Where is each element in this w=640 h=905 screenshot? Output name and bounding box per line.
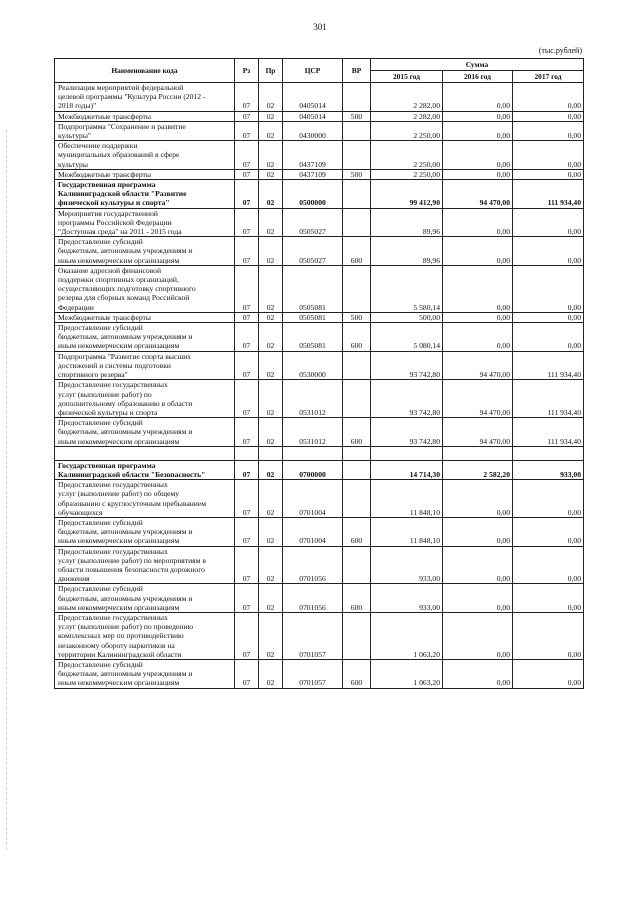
row-name: Мероприятия государственной программы Российской Федерации "Доступная среда" на 2011 - 2015 года [55,208,235,237]
budget-table [54,58,584,689]
row-amount-2016: 94 470,00 [443,180,513,209]
row-amount-2017: 0,00 [513,265,584,312]
row-amount-2016: 0,00 [443,584,513,613]
row-amount-2017: 0,00 [513,323,584,352]
row-amount-2016: 0,00 [443,659,513,688]
table-row [55,380,584,418]
row-pr: 02 [259,546,283,584]
row-amount-2016: 0,00 [443,265,513,312]
row-csr: 0405014 [283,83,343,112]
table-row [55,180,584,209]
row-csr: 0701056 [283,546,343,584]
row-name: Предоставление субсидий бюджетным, автономным учреждениям и иным некоммерческим организациям [55,584,235,613]
row-pr: 02 [259,460,283,479]
row-amount-2016: 0,00 [443,312,513,322]
row-amount-2016: 0,00 [443,323,513,352]
row-vr [343,380,371,418]
row-amount-2016: 0,00 [443,83,513,112]
table-row [55,169,584,179]
row-amount-2015: 5 580,14 [371,265,443,312]
row-rz: 07 [235,180,259,209]
row-amount-2016: 0,00 [443,169,513,179]
row-csr: 0405014 [283,111,343,121]
row-amount-2016: 0,00 [443,612,513,659]
scan-edge-mark [6,130,8,850]
row-csr: 0437109 [283,169,343,179]
row-vr: 600 [343,323,371,352]
row-name: Государственная программа Калининградской области "Безопасность" [55,460,235,479]
row-name: Предоставление субсидий бюджетным, автономным учреждениям и иным некоммерческим организациям [55,418,235,447]
row-csr: 0505081 [283,265,343,312]
table-row [55,418,584,447]
row-name: Предоставление государственных услуг (выполнение работ) по общему образованию с круглосуточным пребыванием обучающихся [55,480,235,518]
row-amount-2015: 11 848,10 [371,480,443,518]
row-vr: 500 [343,169,371,179]
table-row [55,546,584,584]
row-amount-2015: 500,00 [371,312,443,322]
row-name: Государственная программа Калининградской области "Развитие физической культуры и спорта" [55,180,235,209]
row-name: Подпрограмма "Развитие спорта высших достижений и системы подготовки спортивного резерва" [55,351,235,380]
row-rz: 07 [235,111,259,121]
table-row [55,237,584,266]
row-amount-2015: 93 742,80 [371,380,443,418]
row-vr [343,121,371,140]
header-2017: 2017 год [513,71,584,83]
row-vr: 500 [343,111,371,121]
row-pr: 02 [259,111,283,121]
row-csr: 0437109 [283,141,343,170]
page-number: 301 [313,22,327,32]
row-amount-2016: 0,00 [443,141,513,170]
row-amount-2017: 0,00 [513,612,584,659]
row-pr: 02 [259,208,283,237]
table-row [55,612,584,659]
row-name: Предоставление субсидий бюджетным, автономным учреждениям и иным некоммерческим организациям [55,659,235,688]
header-2016: 2016 год [443,71,513,83]
row-csr: 0700000 [283,460,343,479]
row-csr: 0500000 [283,180,343,209]
row-pr: 02 [259,141,283,170]
row-rz: 07 [235,237,259,266]
row-amount-2017: 0,00 [513,141,584,170]
row-csr: 0430000 [283,121,343,140]
row-rz: 07 [235,208,259,237]
table-row [55,141,584,170]
header-sum: Сумма [371,59,584,71]
table-row [55,208,584,237]
table-row [55,265,584,312]
row-vr [343,83,371,112]
row-rz: 07 [235,659,259,688]
row-amount-2017: 0,00 [513,546,584,584]
row-name: Межбюджетные трансферты [55,312,235,322]
row-vr [343,141,371,170]
row-amount-2017: 0,00 [513,517,584,546]
spacer-cell [343,446,371,460]
row-amount-2015: 11 848,10 [371,517,443,546]
row-amount-2017: 0,00 [513,169,584,179]
row-vr: 600 [343,584,371,613]
row-pr: 02 [259,312,283,322]
row-amount-2016: 0,00 [443,208,513,237]
row-rz: 07 [235,83,259,112]
row-amount-2015: 1 063,20 [371,659,443,688]
row-rz: 07 [235,612,259,659]
row-vr [343,208,371,237]
row-pr: 02 [259,380,283,418]
row-amount-2015: 14 714,30 [371,460,443,479]
row-name: Межбюджетные трансферты [55,169,235,179]
units-note: (тыс.рублей) [538,46,582,55]
table-row [55,659,584,688]
row-pr: 02 [259,612,283,659]
row-rz: 07 [235,480,259,518]
row-vr [343,612,371,659]
row-amount-2015: 2 282,00 [371,83,443,112]
row-amount-2017: 0,00 [513,208,584,237]
row-rz: 07 [235,351,259,380]
table-row [55,323,584,352]
header-2015: 2015 год [371,71,443,83]
header-rz: Рз [235,59,259,83]
row-amount-2016: 0,00 [443,111,513,121]
row-vr: 600 [343,659,371,688]
table-body [55,83,584,689]
row-csr: 0505027 [283,208,343,237]
row-name: Предоставление субсидий бюджетным, автономным учреждениям и иным некоммерческим организациям [55,237,235,266]
table-row [55,517,584,546]
row-amount-2017: 0,00 [513,111,584,121]
spacer-cell [371,446,443,460]
row-amount-2017: 0,00 [513,121,584,140]
row-rz: 07 [235,546,259,584]
row-amount-2015: 5 080,14 [371,323,443,352]
row-vr [343,546,371,584]
row-amount-2016: 0,00 [443,480,513,518]
row-pr: 02 [259,517,283,546]
row-csr: 0531012 [283,418,343,447]
row-csr: 0505081 [283,312,343,322]
table-row [55,584,584,613]
row-csr: 0701057 [283,659,343,688]
row-name: Предоставление государственных услуг (выполнение работ) по мероприятиям в области повышения безопасности дорожного движения [55,546,235,584]
row-name: Предоставление субсидий бюджетным, автономным учреждениям и иным некоммерческим организациям [55,323,235,352]
row-name: Обеспечение поддержки муниципальных образований в сфере культуры [55,141,235,170]
row-pr: 02 [259,323,283,352]
row-rz: 07 [235,460,259,479]
row-name: Предоставление государственных услуг (выполнение работ) по проведению комплексных мер по противодействию незаконному обороту наркотиков на территории Калининградской области [55,612,235,659]
row-rz: 07 [235,380,259,418]
row-amount-2016: 94 470,00 [443,418,513,447]
row-vr: 600 [343,237,371,266]
row-csr: 0701004 [283,480,343,518]
table-row [55,351,584,380]
row-pr: 02 [259,121,283,140]
row-csr: 0531012 [283,380,343,418]
header-row [55,59,584,71]
row-name: Подпрограмма "Сохранение и развитие культуры" [55,121,235,140]
row-rz: 07 [235,418,259,447]
row-amount-2017: 0,00 [513,659,584,688]
row-amount-2017: 111 934,40 [513,180,584,209]
row-amount-2015: 2 250,00 [371,169,443,179]
spacer-cell [443,446,513,460]
row-rz: 07 [235,312,259,322]
row-amount-2017: 933,00 [513,460,584,479]
header-pr: Пр [259,59,283,83]
row-name: Оказание адресной финансовой поддержки спортивных организаций, осуществляющих подготовку спортивного резерва для сборных команд Российской Федерации [55,265,235,312]
row-name: Предоставление субсидий бюджетным, автономным учреждениям и иным некоммерческим организациям [55,517,235,546]
table-row [55,121,584,140]
spacer-cell [235,446,259,460]
row-amount-2017: 0,00 [513,584,584,613]
row-pr: 02 [259,237,283,266]
row-amount-2016: 0,00 [443,517,513,546]
row-pr: 02 [259,659,283,688]
row-amount-2015: 2 282,00 [371,111,443,121]
row-amount-2016: 0,00 [443,546,513,584]
row-vr [343,265,371,312]
table-row [55,83,584,112]
row-amount-2016: 94 470,00 [443,380,513,418]
row-amount-2017: 0,00 [513,83,584,112]
row-pr: 02 [259,480,283,518]
row-amount-2015: 1 063,20 [371,612,443,659]
row-vr: 600 [343,517,371,546]
spacer-cell [513,446,584,460]
table-row [55,460,584,479]
row-name: Реализация мероприятий федеральной целевой программы "Культура России (2012 - 2018 годы)" [55,83,235,112]
row-vr: 500 [343,312,371,322]
row-pr: 02 [259,180,283,209]
row-vr [343,460,371,479]
table-row [55,480,584,518]
row-amount-2017: 111 934,40 [513,418,584,447]
row-name: Межбюджетные трансферты [55,111,235,121]
spacer-cell [55,446,235,460]
row-amount-2015: 89,96 [371,237,443,266]
row-amount-2015: 933,00 [371,584,443,613]
row-amount-2017: 111 934,40 [513,380,584,418]
row-pr: 02 [259,169,283,179]
row-vr [343,180,371,209]
row-csr: 0505081 [283,323,343,352]
row-amount-2015: 93 742,80 [371,418,443,447]
row-csr: 0701057 [283,612,343,659]
row-amount-2015: 99 412,90 [371,180,443,209]
row-vr: 600 [343,418,371,447]
row-pr: 02 [259,584,283,613]
row-rz: 07 [235,517,259,546]
row-name: Предоставление государственных услуг (выполнение работ) по дополнительному образованию в области физической культуры и спорта [55,380,235,418]
row-amount-2017: 111 934,40 [513,351,584,380]
row-csr: 0505027 [283,237,343,266]
row-amount-2015: 2 250,00 [371,141,443,170]
row-vr [343,480,371,518]
row-pr: 02 [259,418,283,447]
row-amount-2017: 0,00 [513,480,584,518]
row-pr: 02 [259,265,283,312]
row-vr [343,351,371,380]
row-rz: 07 [235,265,259,312]
table-row [55,312,584,322]
row-rz: 07 [235,169,259,179]
header-vr: ВР [343,59,371,83]
row-pr: 02 [259,83,283,112]
row-rz: 07 [235,584,259,613]
spacer-cell [259,446,283,460]
row-amount-2017: 0,00 [513,312,584,322]
row-amount-2015: 933,00 [371,546,443,584]
row-amount-2016: 2 582,20 [443,460,513,479]
row-amount-2017: 0,00 [513,237,584,266]
spacer-row [55,446,584,460]
row-pr: 02 [259,351,283,380]
row-amount-2016: 0,00 [443,121,513,140]
table-row [55,111,584,121]
header-name: Наименование кода [55,59,235,83]
row-amount-2015: 89,96 [371,208,443,237]
row-rz: 07 [235,141,259,170]
row-rz: 07 [235,323,259,352]
row-amount-2015: 2 250,00 [371,121,443,140]
row-amount-2015: 93 742,80 [371,351,443,380]
row-amount-2016: 94 470,00 [443,351,513,380]
header-csr: ЦСР [283,59,343,83]
row-csr: 0701056 [283,584,343,613]
row-csr: 0530000 [283,351,343,380]
row-amount-2016: 0,00 [443,237,513,266]
row-csr: 0701004 [283,517,343,546]
spacer-cell [283,446,343,460]
row-rz: 07 [235,121,259,140]
